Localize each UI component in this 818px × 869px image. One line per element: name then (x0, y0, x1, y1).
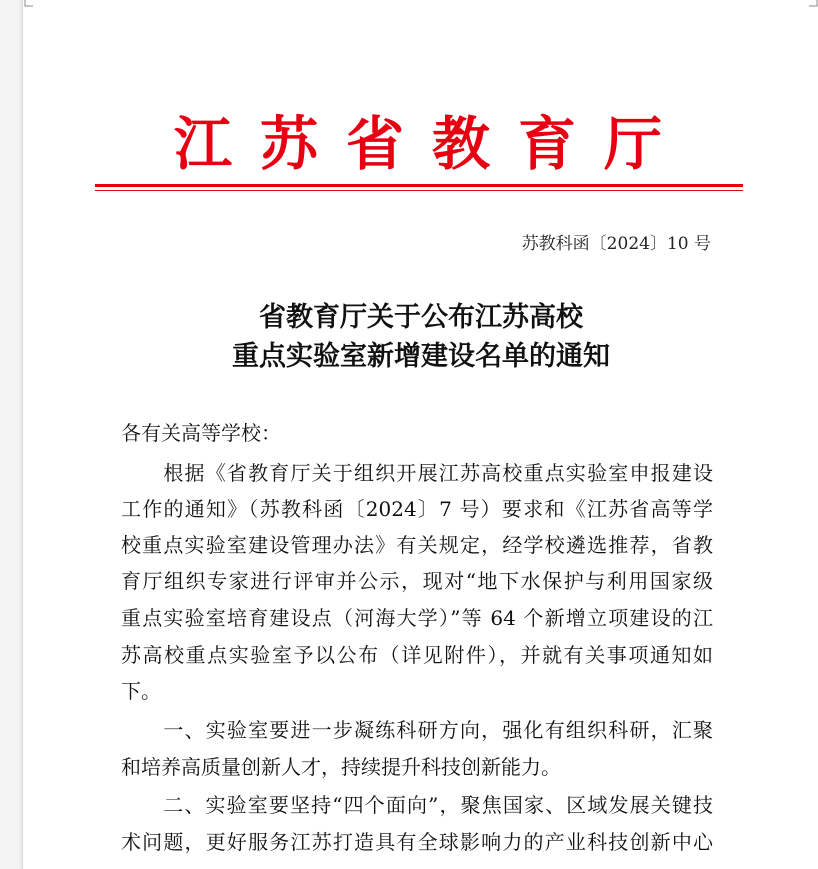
body-line: 二、实验室要坚持“四个面向”，聚焦国家、区域发展关键技 (121, 793, 713, 817)
body-line: 工作的通知》（苏教科函〔2024〕7 号）要求和《江苏省高等学 (121, 497, 713, 521)
body-line: 和培养高质量创新人才，持续提升科技创新能力。 (121, 755, 561, 779)
document-title-line-2: 重点实验室新增建设名单的通知 (232, 341, 610, 372)
letterhead-red-rule (95, 184, 743, 187)
salutation: 各有关高等学校： (121, 421, 281, 445)
letterhead-org-name: 江苏省教育厅 (173, 110, 690, 178)
body-line: 育厅组织专家进行评审并公示，现对“地下水保护与利用国家级 (121, 569, 713, 593)
body-line: 重点实验室培育建设点（河海大学）”等 64 个新增立项建设的江 (121, 606, 713, 630)
document-page (22, 0, 818, 869)
document-number: 苏教科函〔2024〕10 号 (521, 234, 711, 254)
body-line: 一、实验室要进一步凝练科研方向，强化有组织科研，汇聚 (121, 718, 713, 742)
body-line: 苏高校重点实验室予以公布（详见附件），并就有关事项通知如 (121, 643, 713, 667)
body-line: 根据《省教育厅关于组织开展江苏高校重点实验室申报建设 (121, 461, 713, 485)
crop-mark-top-right (809, 0, 818, 8)
crop-mark-top-left (23, 0, 33, 8)
document-title-line-1: 省教育厅关于公布江苏高校 (259, 302, 583, 333)
body-line: 下。 (121, 679, 161, 703)
body-line: 术问题，更好服务江苏打造具有全球影响力的产业科技创新中心 (121, 830, 713, 854)
letterhead-red-rule-thin (95, 190, 743, 191)
body-line: 校重点实验室建设管理办法》有关规定，经学校遴选推荐，省教 (121, 533, 713, 557)
